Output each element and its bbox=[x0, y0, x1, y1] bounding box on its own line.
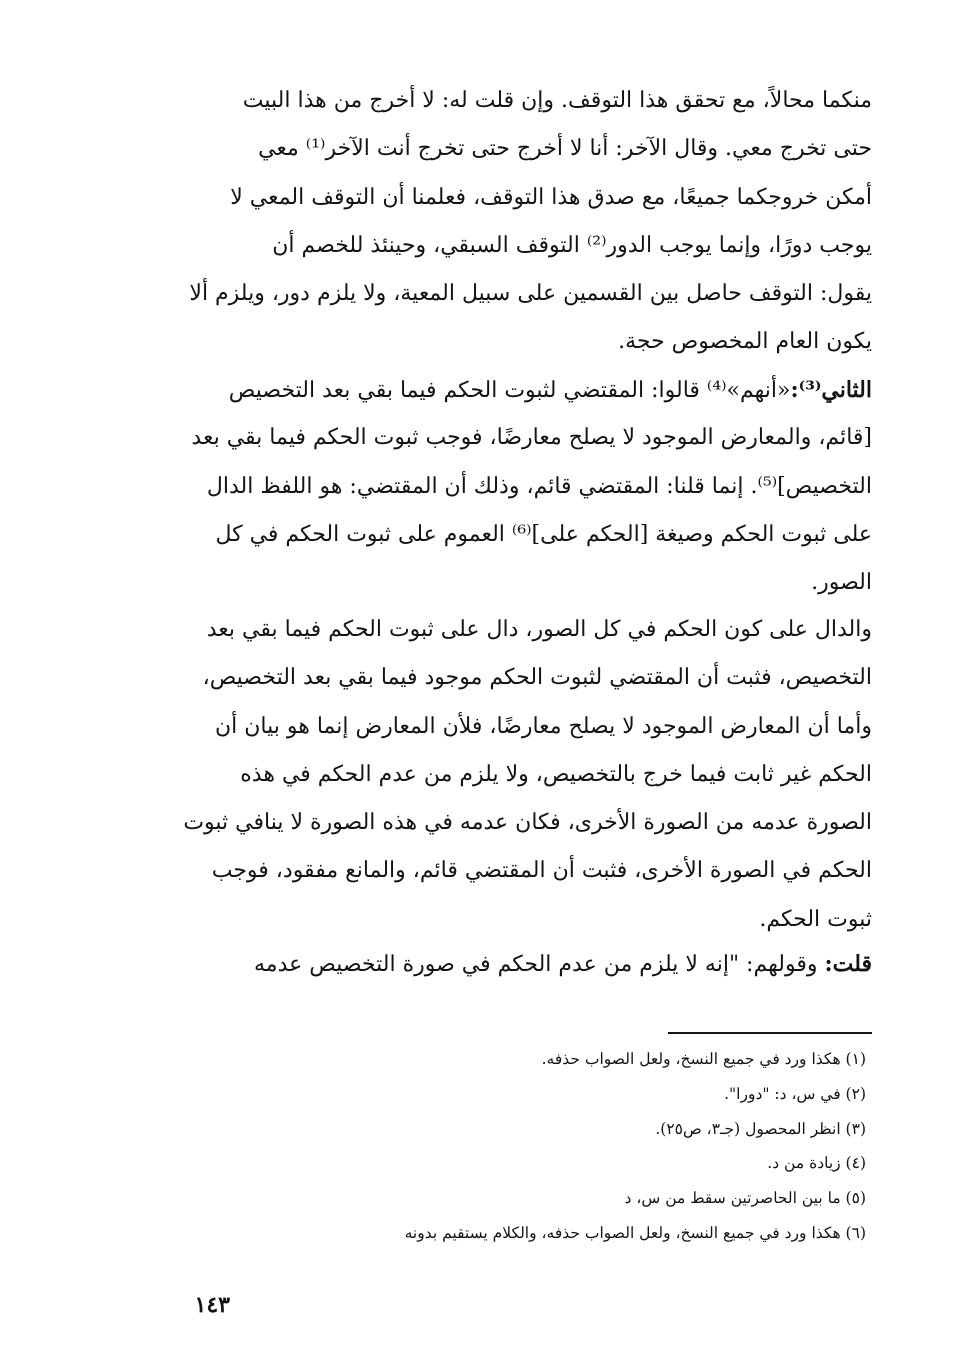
text-line: والدال على كون الحكم في كل الصور، دال على ثبوت الحكم فيما بقي بعد bbox=[206, 617, 872, 642]
text-line: وأما أن المعارض الموجود لا يصلح معارضًا، فلأن المعارض إنما هو بيان أن bbox=[215, 713, 872, 739]
text-line: الصورة عدمه من الصورة الأخرى، فكان عدمه في هذه الصورة لا ينافي ثبوت bbox=[183, 810, 872, 836]
text-line: أمكن خروجكما جميعًا، مع صدق هذا التوقف، فعلمنا أن التوقف المعي لا bbox=[230, 184, 872, 210]
paragraph-lead-word: قلت: bbox=[824, 951, 872, 977]
text-line: يكون العام المخصوص حجة. bbox=[618, 329, 872, 355]
text-line: التخصيص]⁽⁵⁾. إنما قلنا: المقتضي قائم، وذلك أن المقتضي: هو اللفظ الدال bbox=[206, 473, 872, 499]
text-line-with-lead bbox=[160, 366, 872, 414]
footnote-4: (٤) زيادة من د. bbox=[767, 1154, 866, 1173]
text-line: التخصيص، فثبت أن المقتضي لثبوت الحكم موجود فيما بقي بعد التخصيص، bbox=[202, 665, 872, 691]
footnote-2: (٢) في س، د: "دورا". bbox=[724, 1084, 866, 1103]
text-line: حتى تخرج معي. وقال الآخر: أنا لا أخرج حتى تخرج أنت الآخر⁽¹⁾ معي bbox=[258, 136, 872, 162]
paragraph-2 bbox=[160, 366, 872, 607]
footnote-1: (١) هكذا ورد في جميع النسخ، ولعل الصواب حذفه. bbox=[541, 1050, 866, 1068]
text-line: [قائم، والمعارض الموجود لا يصلح معارضًا، فوجب ثبوت الحكم فيما بقي بعد bbox=[191, 425, 872, 451]
text-line: يقول: التوقف حاصل بين القسمين على سبيل المعية، ولا يلزم دور، ويلزم ألا bbox=[189, 281, 872, 307]
page-number: ١٤٣ bbox=[194, 1292, 230, 1318]
footnote-3: (٣) انظر المحصول (جـ٣، ص٢٥). bbox=[655, 1119, 866, 1138]
paragraph-1 bbox=[160, 77, 872, 367]
footnote-5: (٥) ما بين الحاصرتين سقط من س، د bbox=[624, 1189, 866, 1208]
paragraph-3 bbox=[160, 606, 872, 944]
footnote-separator bbox=[668, 1032, 872, 1034]
text-line-rest: «أنهم»⁽⁴⁾ قالوا: المقتضي لثبوت الحكم فيما بقي بعد التخصيص bbox=[228, 378, 791, 403]
text-line: ثبوت الحكم. bbox=[759, 906, 872, 932]
text-line: الحكم غير ثابت فيما خرج بالتخصيص، ولا يلزم من عدم الحكم في هذه bbox=[240, 761, 872, 787]
footnotes bbox=[240, 1042, 866, 1251]
text-line: الصور. bbox=[811, 570, 872, 596]
text-line: يوجب دورًا، وإنما يوجب الدور⁽²⁾ التوقف السبقي، وحينئذ للخصم أن bbox=[272, 232, 872, 258]
paragraph-lead-word: الثاني⁽³⁾: bbox=[790, 377, 872, 403]
text-line: على ثبوت الحكم وصيغة [الحكم على]⁽⁶⁾ العموم على ثبوت الحكم في كل bbox=[215, 521, 872, 547]
text-line-rest: وقولهم: "إنه لا يلزم من عدم الحكم في صورة التخصيص عدمه bbox=[254, 952, 818, 977]
footnote-6: (٦) هكذا ورد في جميع النسخ، ولعل الصواب حذفه، والكلام يستقيم بدونه bbox=[404, 1223, 866, 1242]
text-line-with-lead bbox=[160, 940, 872, 988]
text-line: منكما محالاً، مع تحقق هذا التوقف. وإن قلت له: لا أخرج من هذا البيت bbox=[242, 88, 872, 113]
paragraph-4 bbox=[160, 940, 872, 988]
text-line: الحكم في الصورة الأخرى، فثبت أن المقتضي قائم، والمانع مفقود، فوجب bbox=[211, 858, 872, 884]
